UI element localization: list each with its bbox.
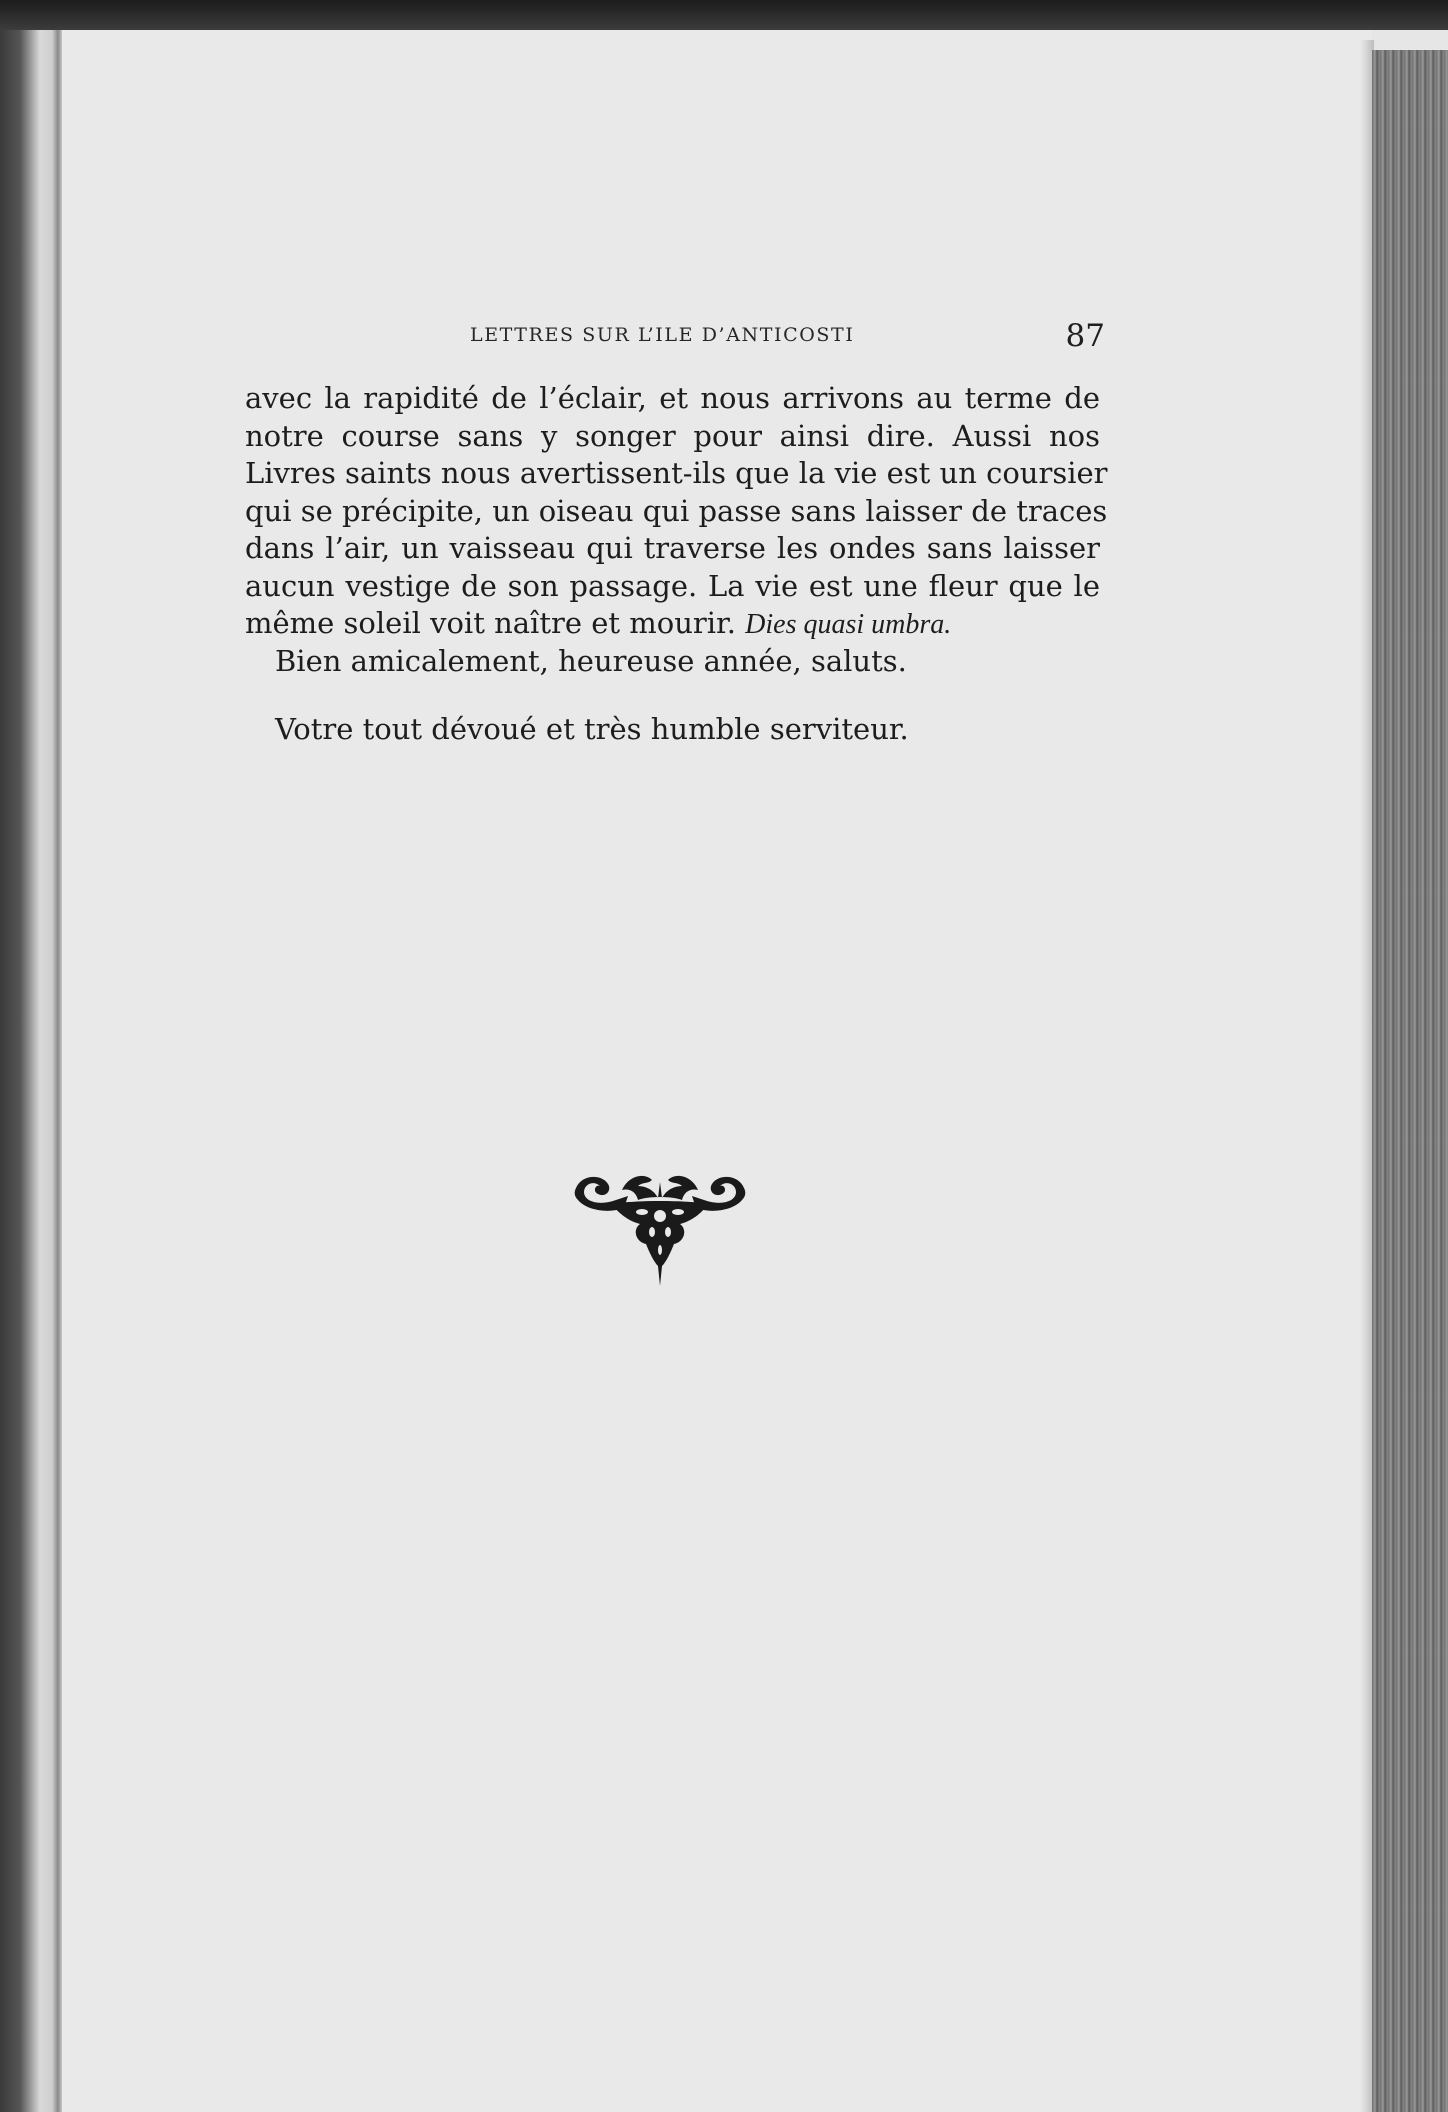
text-line-4: qui se précipite, un oiseau qui passe sans laisser de traces <box>245 493 1108 528</box>
body-text <box>245 380 1108 680</box>
running-head <box>245 318 1105 358</box>
text-line-2: notre course sans y songer pour ainsi dire. Aussi nos <box>245 418 1100 453</box>
book-page-edges <box>1372 50 1448 2112</box>
text-line-7 <box>245 605 1100 643</box>
fleuron-ornament-icon <box>572 1170 748 1290</box>
text-line-5: dans l’air, un vaisseau qui traverse les ondes sans laisser <box>245 531 1100 565</box>
text-line-3: Livres saints nous avertissent-ils que la vie est un coursier <box>245 456 1108 490</box>
closing-signature-line: Votre tout dévoué et très humble serviteur. <box>275 712 909 746</box>
greeting-line: Bien amicalement, heureuse année, saluts. <box>275 643 907 678</box>
text-line-6: aucun vestige de son passage. La vie est une fleur que le <box>245 568 1100 603</box>
text-line-1: avec la rapidité de l’éclair, et nous arrivons au terme de <box>245 381 1100 415</box>
latin-quote: Dies quasi umbra. <box>745 609 952 640</box>
text-line-7-roman: même soleil voit naître et mourir. <box>245 606 746 640</box>
running-title: LETTRES SUR L’ILE D’ANTICOSTI <box>470 324 855 346</box>
scan-top-strip <box>0 0 1448 30</box>
page-number: 87 <box>1065 318 1105 354</box>
fleuron-shape <box>575 1176 746 1286</box>
